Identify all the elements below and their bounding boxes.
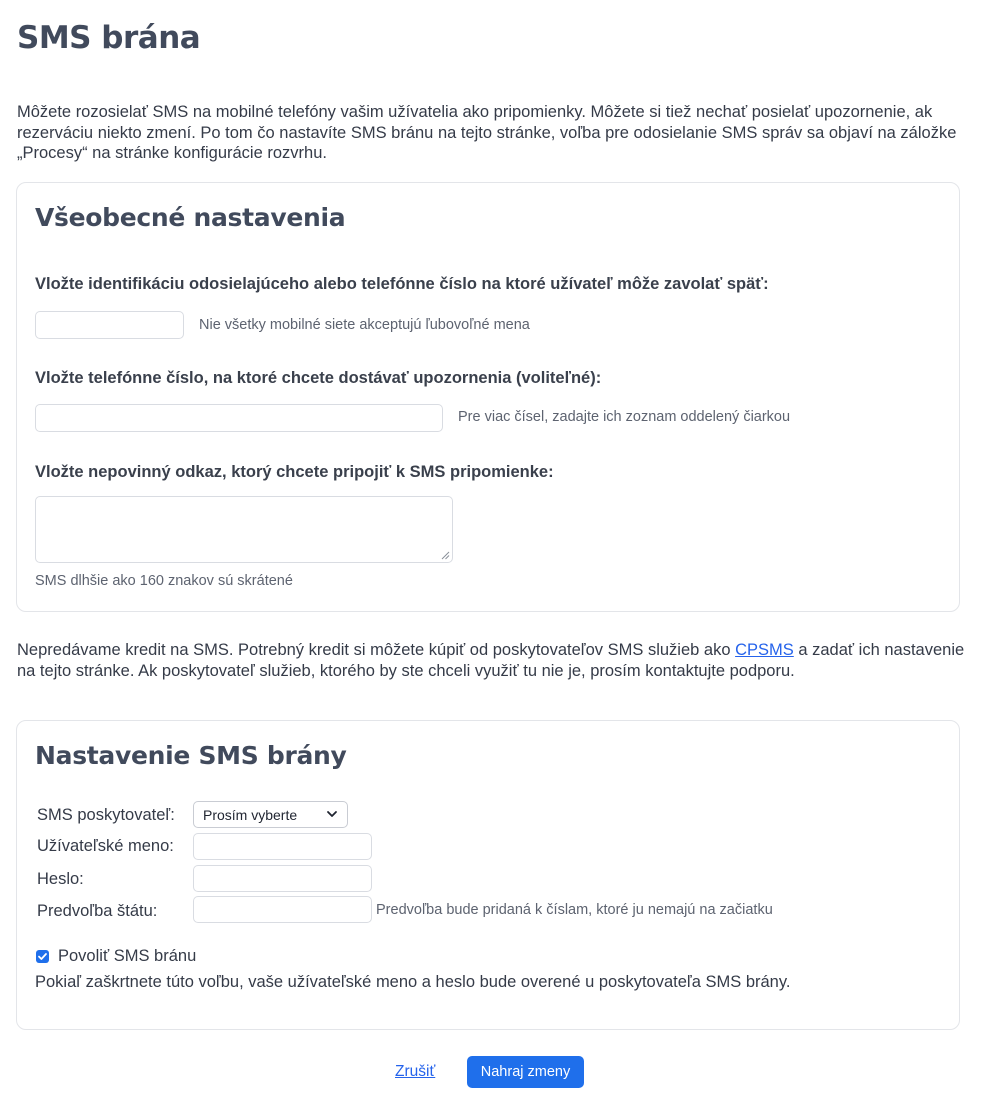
provider-selected-value: Prosím vyberte xyxy=(203,807,298,823)
general-settings-title: Všeobecné nastavenia xyxy=(35,203,346,232)
notify-phone-label: Vložte telefónne číslo, na ktoré chcete dostávať upozornenia (voliteľné): xyxy=(35,369,602,387)
password-label: Heslo: xyxy=(37,870,84,888)
reminder-link-textarea[interactable] xyxy=(35,496,453,563)
reminder-link-label: Vložte nepovinný odkaz, ktorý chcete pripojiť k SMS pripomienke: xyxy=(35,463,554,481)
enable-gateway-label[interactable]: Povoliť SMS bránu xyxy=(58,947,197,965)
credit-text xyxy=(17,640,967,681)
intro-text: Môžete rozosielať SMS na mobilné telefóny vašim užívatelia ako pripomienky. Môžete si tiež nechať posielať upozornenie, ak rezerváciu niekto zmení. Po tom čo nastavíte SMS bránu na tejto stránke, voľba pre odosielanie SMS správ sa objaví na záložke „Procesy“ na stránke konfigurácie rozvrhu. xyxy=(17,103,957,162)
username-label: Užívateľské meno: xyxy=(37,837,174,855)
enable-gateway-note: Pokiaľ zaškrtnete túto voľbu, vaše užívateľské meno a heslo bude overené u poskytovateľa SMS brány. xyxy=(35,973,791,991)
cancel-link[interactable]: Zrušiť xyxy=(395,1063,436,1080)
notify-phone-input[interactable] xyxy=(35,404,443,432)
chevron-down-icon xyxy=(326,808,338,820)
checkmark-icon xyxy=(36,950,49,963)
cpsms-link[interactable]: CPSMS xyxy=(735,641,794,659)
resize-grip-icon[interactable] xyxy=(441,551,450,560)
page-title: SMS brána xyxy=(17,20,201,56)
notify-phone-hint: Pre viac čísel, zadajte ich zoznam oddelený čiarkou xyxy=(458,409,791,425)
credit-text-after: a zadať ich nastavenie na tejto stránke. Ak poskytovateľ služieb, ktorého by ste chceli využiť tu nie je, prosím kontaktujte podporu. xyxy=(17,641,965,680)
country-prefix-hint: Predvoľba bude pridaná k číslam, ktoré ju nemajú na začiatku xyxy=(376,902,773,918)
provider-label: SMS poskytovateľ: xyxy=(37,806,175,824)
provider-select[interactable] xyxy=(193,801,348,828)
gateway-settings-title: Nastavenie SMS brány xyxy=(35,741,347,770)
enable-gateway-checkbox[interactable] xyxy=(36,950,49,963)
sender-id-input[interactable] xyxy=(35,311,184,339)
country-prefix-label: Predvoľba štátu: xyxy=(37,902,158,920)
country-prefix-input[interactable] xyxy=(193,896,372,923)
username-input[interactable] xyxy=(193,833,372,860)
general-settings-panel xyxy=(16,182,960,612)
sender-id-hint: Nie všetky mobilné siete akceptujú ľubovoľné mena xyxy=(199,317,530,333)
credit-text-before: Nepredávame kredit na SMS. Potrebný kredit si môžete kúpiť od poskytovateľov SMS služieb ako xyxy=(17,641,736,659)
submit-button[interactable]: Nahraj zmeny xyxy=(467,1056,584,1088)
reminder-link-hint: SMS dlhšie ako 160 znakov sú skrátené xyxy=(35,573,293,589)
password-input[interactable] xyxy=(193,865,372,892)
sender-id-label: Vložte identifikáciu odosielajúceho alebo telefónne číslo na ktoré užívateľ môže zavolať späť: xyxy=(35,275,769,293)
gateway-settings-panel xyxy=(16,720,960,1030)
